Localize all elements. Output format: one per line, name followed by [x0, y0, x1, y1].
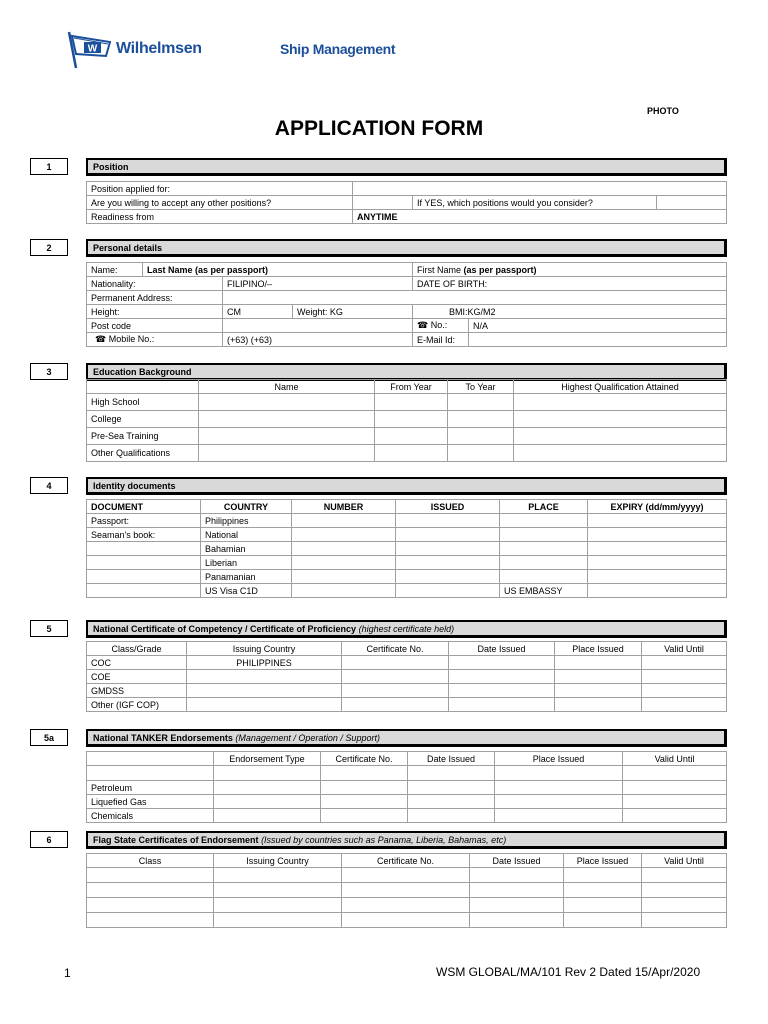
section-header-competency: National Certificate of Competency / Certificate of Proficiency (highest certificate held) — [86, 620, 727, 638]
column-header: Valid Until — [642, 642, 727, 656]
section-header-tanker: National TANKER Endorsements (Management / Operation / Support) — [86, 729, 727, 747]
column-header: Class/Grade — [87, 642, 187, 656]
column-header: PLACE — [500, 500, 588, 514]
row-label: Liquefied Gas — [87, 795, 214, 809]
row-label: Other (IGF COP) — [87, 698, 187, 712]
logo-mark: W — [87, 43, 98, 55]
column-header: Class — [87, 854, 214, 868]
readiness-value[interactable]: ANYTIME — [353, 210, 727, 224]
row-label: COE — [87, 670, 187, 684]
section-number: 5 — [30, 620, 68, 637]
column-header: Place Issued — [495, 752, 623, 766]
row-label: GMDSS — [87, 684, 187, 698]
mobile-value[interactable]: (+63) (+63) — [223, 333, 413, 347]
column-header: ISSUED — [396, 500, 500, 514]
column-header: Certificate No. — [342, 854, 470, 868]
other-positions-label: Are you willing to accept any other positions? — [87, 196, 353, 210]
country-cell[interactable]: National — [201, 528, 292, 542]
column-header: EXPIRY (dd/mm/yyyy) — [588, 500, 727, 514]
column-header: Date Issued — [449, 642, 555, 656]
section-number: 1 — [30, 158, 68, 175]
height-label: Height: — [87, 305, 223, 319]
coc-country[interactable]: PHILIPPINES — [187, 656, 342, 670]
column-header: NUMBER — [292, 500, 396, 514]
ship-management-label: Ship Management — [280, 41, 396, 57]
name-label: Name: — [87, 263, 143, 277]
passport-label: Passport: — [87, 514, 201, 528]
company-logo — [66, 30, 216, 70]
mobile-label: ☎ Mobile No.: — [87, 333, 223, 347]
country-cell[interactable]: Bahamian — [201, 542, 292, 556]
column-header: Valid Until — [642, 854, 727, 868]
row-label: COC — [87, 656, 187, 670]
row-label: Pre-Sea Training — [87, 428, 199, 445]
column-header: Valid Until — [623, 752, 727, 766]
email-label: E-Mail Id: — [413, 333, 469, 347]
weight-label[interactable]: Weight: KG — [293, 305, 413, 319]
column-header: From Year — [375, 380, 448, 394]
education-table — [86, 379, 727, 462]
competency-table — [86, 641, 727, 712]
bmi-label[interactable]: BMI:KG/M2 — [413, 305, 727, 319]
section-number: 5a — [30, 729, 68, 746]
nationality-value[interactable]: FILIPINO/– — [223, 277, 413, 291]
document-reference: WSM GLOBAL/MA/101 Rev 2 Dated 15/Apr/2020 — [436, 965, 701, 979]
if-yes-input[interactable] — [657, 196, 727, 210]
position-applied-label: Position applied for: — [87, 182, 353, 196]
column-header: COUNTRY — [201, 500, 292, 514]
seamans-book-label: Seaman's book: — [87, 528, 201, 542]
if-yes-label: If YES, which positions would you consider? — [413, 196, 657, 210]
country-cell[interactable]: Liberian — [201, 556, 292, 570]
readiness-label: Readiness from — [87, 210, 353, 224]
column-header: Endorsement Type — [214, 752, 321, 766]
column-header: Certificate No. — [321, 752, 408, 766]
position-table — [86, 181, 727, 224]
country-cell[interactable]: Panamanian — [201, 570, 292, 584]
first-name-label[interactable]: First Name (as per passport) — [413, 263, 727, 277]
post-code-input[interactable] — [223, 319, 413, 333]
nationality-label: Nationality: — [87, 277, 223, 291]
phone-value[interactable]: N/A — [469, 319, 727, 333]
column-header: Place Issued — [555, 642, 642, 656]
row-label: High School — [87, 394, 199, 411]
row-label: College — [87, 411, 199, 428]
country-cell[interactable]: US Visa C1D — [201, 584, 292, 598]
address-input[interactable] — [223, 291, 727, 305]
country-cell[interactable]: Philippines — [201, 514, 292, 528]
last-name-label[interactable]: Last Name (as per passport) — [143, 263, 413, 277]
section-number: 6 — [30, 831, 68, 848]
column-header: Issuing Country — [187, 642, 342, 656]
flag-state-table — [86, 853, 727, 928]
page-number: 1 — [64, 966, 71, 980]
dob-label[interactable]: DATE OF BIRTH: — [413, 277, 727, 291]
column-header: Place Issued — [564, 854, 642, 868]
position-applied-input[interactable] — [353, 182, 727, 196]
personal-details-table — [86, 262, 727, 347]
place-cell[interactable]: US EMBASSY — [500, 584, 588, 598]
section-header-education: Education Background — [86, 363, 727, 381]
row-label: Chemicals — [87, 809, 214, 823]
row-label: Other Qualifications — [87, 445, 199, 462]
section-number: 2 — [30, 239, 68, 256]
flag-logo-icon — [66, 30, 114, 70]
post-code-label: Post code — [87, 319, 223, 333]
column-header: Name — [199, 380, 375, 394]
address-label: Permanent Address: — [87, 291, 223, 305]
section-number: 4 — [30, 477, 68, 494]
section-header-position: Position — [86, 158, 727, 176]
phone-label: ☎ No.: — [413, 319, 469, 333]
tanker-table — [86, 751, 727, 823]
section-header-identity: Identity documents — [86, 477, 727, 495]
section-header-personal-details: Personal details — [86, 239, 727, 257]
section-number: 3 — [30, 363, 68, 380]
other-positions-input[interactable] — [353, 196, 413, 210]
column-header: Date Issued — [470, 854, 564, 868]
column-header: To Year — [448, 380, 514, 394]
column-header: Issuing Country — [214, 854, 342, 868]
height-cm[interactable]: CM — [223, 305, 293, 319]
page-title: APPLICATION FORM — [274, 117, 484, 140]
email-input[interactable] — [469, 333, 727, 347]
column-header: DOCUMENT — [87, 500, 201, 514]
row-label: Petroleum — [87, 781, 214, 795]
column-header: Highest Qualification Attained — [514, 380, 727, 394]
column-header: Date Issued — [408, 752, 495, 766]
identity-table — [86, 499, 727, 598]
logo-text: Wilhelmsen — [116, 40, 202, 57]
column-header: Certificate No. — [342, 642, 449, 656]
photo-label: PHOTO — [647, 106, 679, 116]
section-header-flag-state: Flag State Certificates of Endorsement (Issued by countries such as Panama, Liberia, Bahamas, etc) — [86, 831, 727, 849]
